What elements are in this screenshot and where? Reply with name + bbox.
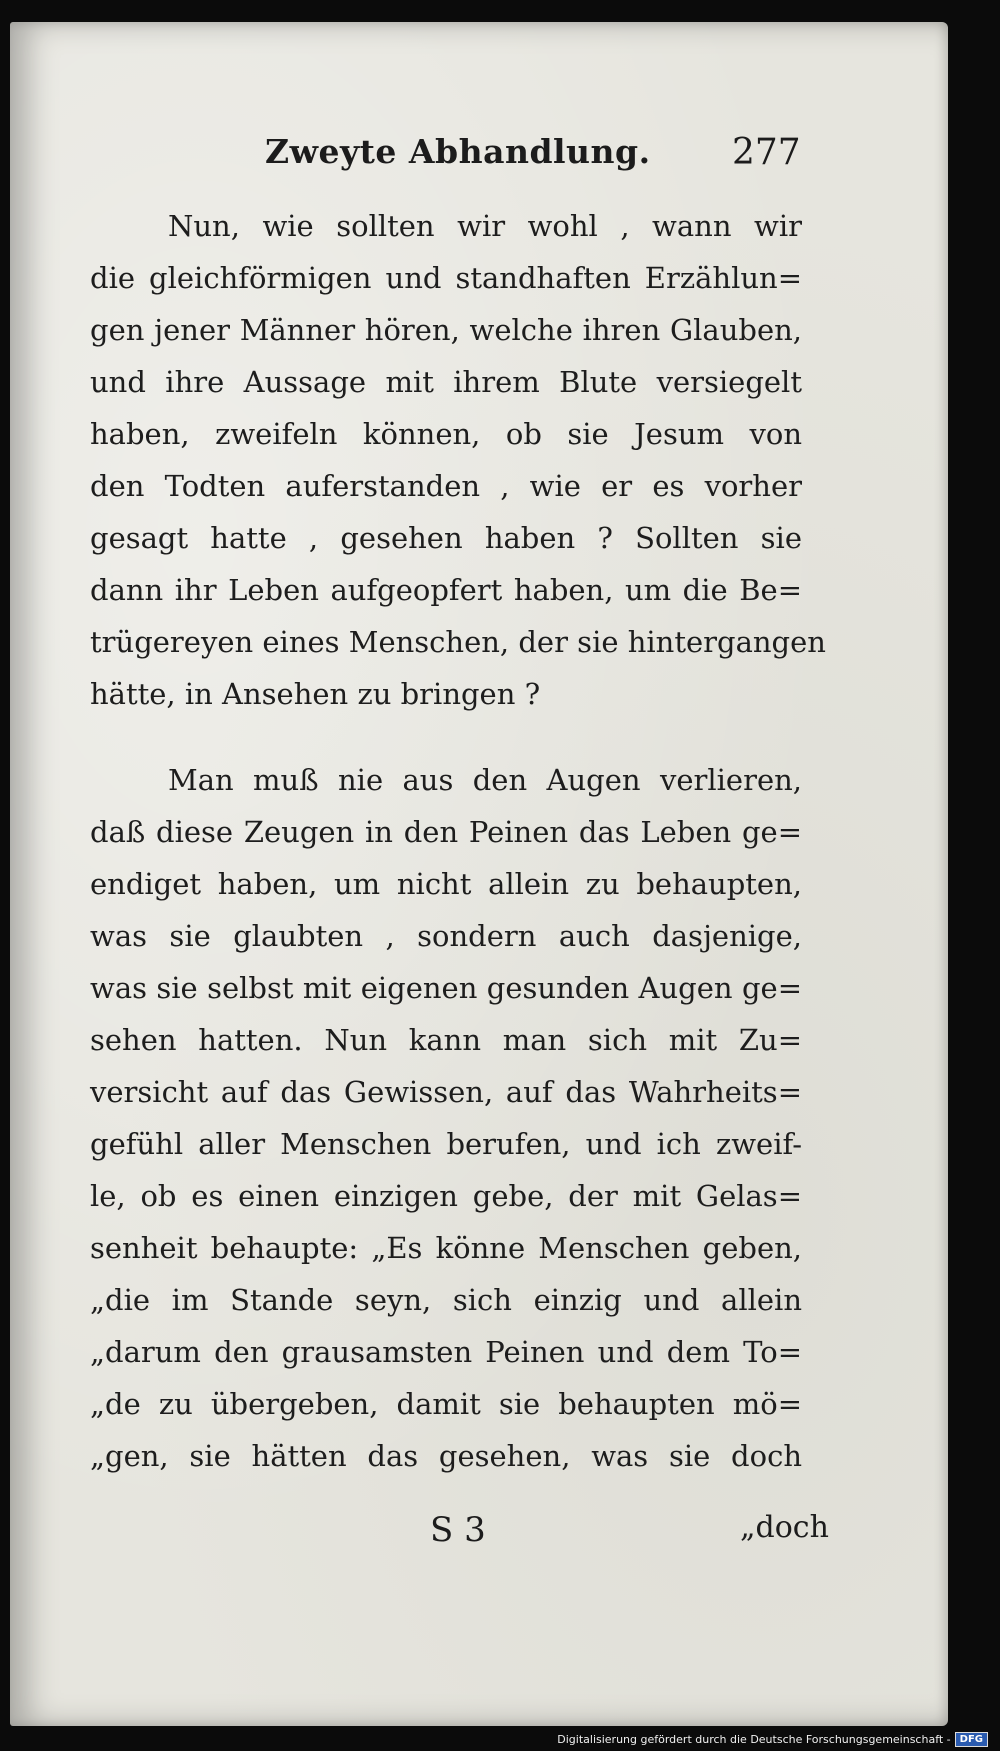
text-line: „gen, sie hätten das gesehen, was sie doch — [90, 1439, 802, 1473]
book-page — [10, 22, 948, 1726]
catchword: „doch — [740, 1510, 829, 1545]
running-head: Zweyte Abhandlung. — [265, 132, 651, 171]
digitization-credit — [557, 1732, 988, 1747]
text-line: hätte, in Ansehen zu bringen ? — [90, 677, 541, 711]
text-line: gesagt hatte , gesehen haben ? Sollten sie — [90, 521, 802, 555]
text-line: haben, zweifeln können, ob sie Jesum von — [90, 417, 802, 451]
text-line: den Todten auferstanden , wie er es vorher — [90, 469, 802, 503]
text-line: was sie glaubten , sondern auch dasjenige, — [90, 919, 802, 953]
paragraph-1 — [90, 200, 826, 720]
dfg-logo-icon: DFG — [955, 1732, 988, 1747]
credit-text: Digitalisierung gefördert durch die Deutsche Forschungsgemeinschaft - — [557, 1733, 951, 1746]
text-line: „darum den grausamsten Peinen und dem To= — [90, 1335, 802, 1369]
text-line: gefühl aller Menschen berufen, und ich zweif- — [90, 1127, 802, 1161]
body-text — [90, 200, 826, 1482]
text-line: le, ob es einen einzigen gebe, der mit Gelas= — [90, 1179, 802, 1213]
text-line: endiget haben, um nicht allein zu behaupten, — [90, 867, 802, 901]
text-line: „die im Stande seyn, sich einzig und allein — [90, 1283, 802, 1317]
text-line: senheit behaupte: „Es könne Menschen geben, — [90, 1231, 802, 1265]
text-line: dann ihr Leben aufgeopfert haben, um die Be= — [90, 573, 802, 607]
text-line: was sie selbst mit eigenen gesunden Augen ge= — [90, 971, 802, 1005]
text-line: gen jener Männer hören, welche ihren Glauben, — [90, 313, 802, 347]
text-line: Nun, wie sollten wir wohl , wann wir — [168, 209, 802, 243]
text-line: die gleichförmigen und standhaften Erzählun= — [90, 261, 802, 295]
paragraph-gap — [90, 720, 802, 754]
text-line: und ihre Aussage mit ihrem Blute versiegelt — [90, 365, 802, 399]
text-line: „de zu übergeben, damit sie behaupten mö= — [90, 1387, 802, 1421]
text-line: versicht auf das Gewissen, auf das Wahrheits= — [90, 1075, 802, 1109]
text-line: daß diese Zeugen in den Peinen das Leben ge= — [90, 815, 802, 849]
page-number: 277 — [732, 132, 801, 173]
signature-mark: S 3 — [430, 1510, 486, 1550]
text-line: sehen hatten. Nun kann man sich mit Zu= — [90, 1023, 802, 1057]
text-line: trügereyen eines Menschen, der sie hintergangen — [90, 625, 826, 659]
text-line: Man muß nie aus den Augen verlieren, — [168, 763, 802, 797]
paragraph-2 — [90, 754, 802, 1482]
